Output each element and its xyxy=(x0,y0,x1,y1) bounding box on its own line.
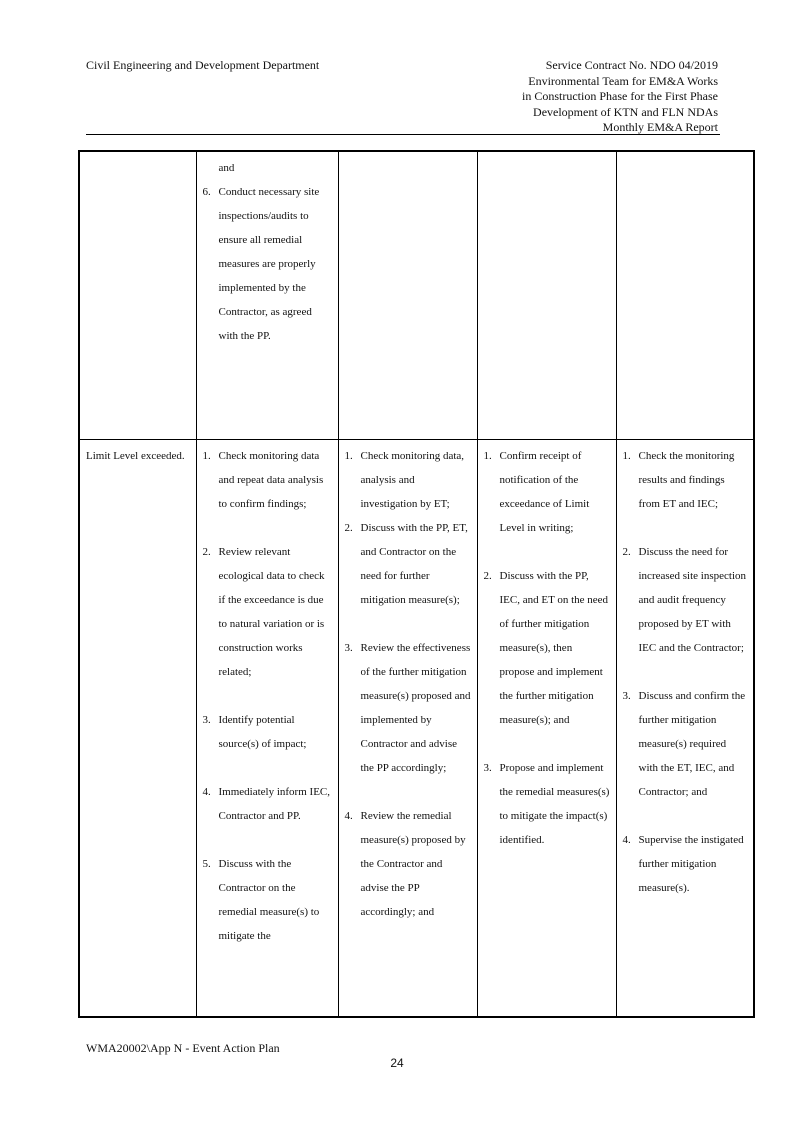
table-cell-contractor xyxy=(477,151,616,439)
table-row-limit-level xyxy=(79,439,754,1017)
table-cell-et xyxy=(196,151,338,439)
list-item: 5. Discuss with the Contractor on the remedial measure(s) to mitigate the xyxy=(202,857,320,942)
list-item: 3. Identify potential source(s) of impact; xyxy=(202,713,307,750)
list-item: 1. Check the monitoring results and findings from ET and IEC; xyxy=(622,449,735,510)
list-item: 4. Review the remedial measure(s) proposed by the Contractor and advise the PP accordingly; and xyxy=(344,809,466,918)
list-item: 2. Discuss with the PP, IEC, and ET on the need of further mitigation measure(s), then propose and implement the further mitigation measure(s); and xyxy=(483,569,609,726)
list-item: 6. Conduct necessary site inspections/audits to ensure all remedial measures are properly implemented by the Contractor, as agreed with the PP. xyxy=(202,186,320,342)
action-list xyxy=(203,180,332,348)
list-item: 2. Discuss the need for increased site inspection and audit frequency proposed by ET with IEC and the Contractor; xyxy=(622,545,747,654)
header-department: Civil Engineering and Development Department xyxy=(86,58,320,72)
list-item: 3. Review the effectiveness of the further mitigation measure(s) proposed and implemented by Contractor and advise the PP accordingly; xyxy=(344,641,471,774)
list-item: 4. Supervise the instigated further mitigation measure(s). xyxy=(622,833,744,894)
list-item: 2. Discuss with the PP, ET, and Contractor on the need for further mitigation measure(s); xyxy=(344,521,468,606)
header-contract-info xyxy=(522,58,718,136)
list-item: 1. Check monitoring data and repeat data analysis to confirm findings; xyxy=(202,449,324,510)
table-cell-contractor xyxy=(477,439,616,1017)
table-cell-iec xyxy=(338,151,477,439)
header-line: Monthly EM&A Report xyxy=(602,120,718,134)
list-item: 3. Propose and implement the remedial measures(s) to mitigate the impact(s) identified. xyxy=(483,761,610,846)
header-line: in Construction Phase for the First Phase xyxy=(522,89,718,103)
header-line: Environmental Team for EM&A Works xyxy=(528,73,718,88)
table-cell-event xyxy=(79,439,196,1017)
table-cell-et xyxy=(196,439,338,1017)
page-number: 24 xyxy=(390,1056,404,1070)
action-list xyxy=(623,444,748,900)
list-item: 1. Check monitoring data, analysis and investigation by ET; xyxy=(344,449,465,510)
table-cell-event xyxy=(79,151,196,439)
event-action-plan-table xyxy=(78,150,755,1018)
table-cell-pp xyxy=(616,439,754,1017)
list-item: 3. Discuss and confirm the further mitigation measure(s) required with the ET, IEC, and Contractor; and xyxy=(622,689,746,798)
table-cell-iec xyxy=(338,439,477,1017)
continuation-text: and xyxy=(218,162,235,174)
event-label: Limit Level exceeded. xyxy=(86,449,185,462)
footer-document-ref: WMA20002\App N - Event Action Plan xyxy=(86,1041,280,1055)
table-cell-pp xyxy=(616,151,754,439)
list-item: 1. Confirm receipt of notification of the exceedance of Limit Level in writing; xyxy=(483,449,590,534)
header-line: Development of KTN and FLN NDAs xyxy=(533,104,718,119)
table-row-continued xyxy=(79,151,754,439)
action-list xyxy=(203,444,332,948)
action-list xyxy=(484,444,610,852)
header-line: Service Contract No. NDO 04/2019 xyxy=(545,58,718,72)
list-item: 4. Immediately inform IEC, Contractor and PP. xyxy=(202,785,330,822)
header-divider xyxy=(86,134,720,135)
action-list xyxy=(345,444,471,924)
list-item: 2. Review relevant ecological data to check if the exceedance is due to natural variation or is construction works related; xyxy=(202,545,325,678)
